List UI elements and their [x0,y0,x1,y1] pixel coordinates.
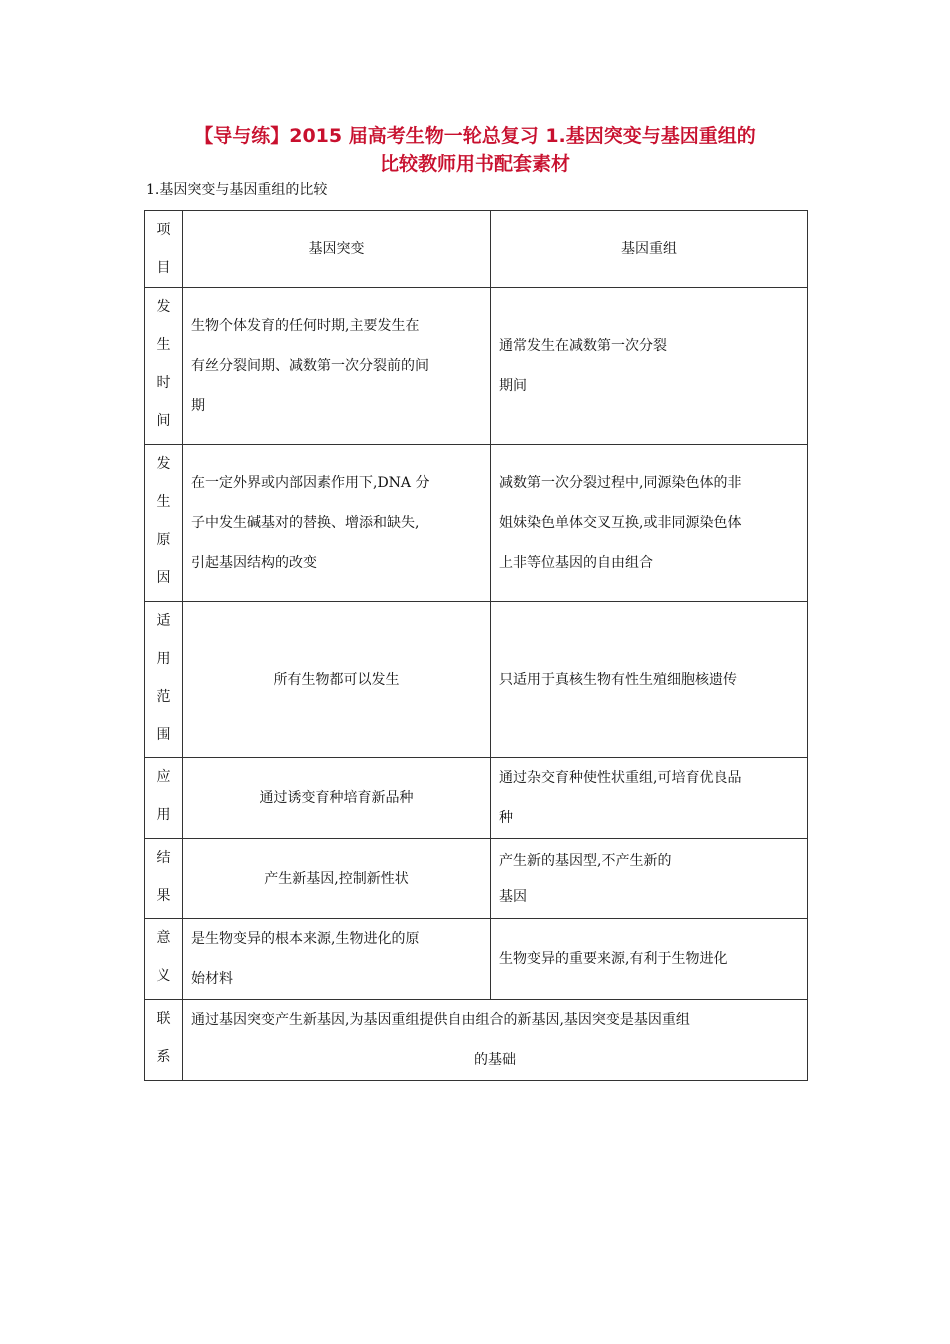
mutation-cell: 所有生物都可以发生 [183,602,491,758]
title-line-1: 【导与练】2015 届高考生物一轮总复习 1.基因突变与基因重组的 [194,125,756,147]
table-row-relation [145,1000,808,1081]
row-item-cell: 意 义 [145,919,183,1000]
table-row [145,602,808,758]
header-recombination-cell: 基因重组 [491,211,808,288]
table-row [145,445,808,602]
recombination-cell: 通过杂交育种使性状重组,可培育优良品 种 [491,758,808,839]
table-header-row [145,211,808,288]
recombination-cell: 产生新的基因型,不产生新的 基因 [491,839,808,919]
title-line-2: 比较教师用书配套素材 [379,153,570,175]
row-item-cell: 适 用 范 围 [145,602,183,758]
row-item-cell: 联 系 [145,1000,183,1081]
recombination-cell: 只适用于真核生物有性生殖细胞核遗传 [491,602,808,758]
table-row [145,919,808,1000]
row-item-cell: 发 生 时 间 [145,288,183,445]
mutation-cell: 通过诱变育种培育新品种 [183,758,491,839]
table-row [145,839,808,919]
table-row [145,288,808,445]
table-row [145,758,808,839]
recombination-cell: 通常发生在减数第一次分裂 期间 [491,288,808,445]
recombination-cell: 减数第一次分裂过程中,同源染色体的非 姐妹染色单体交叉互换,或非同源染色体 上非等位基因的自由组合 [491,445,808,602]
relation-cell: 通过基因突变产生新基因,为基因重组提供自由组合的新基因,基因突变是基因重组 的基础 [183,1000,808,1081]
recombination-cell: 生物变异的重要来源,有利于生物进化 [491,919,808,1000]
header-item-cell: 项 目 [145,211,183,288]
mutation-cell: 产生新基因,控制新性状 [183,839,491,919]
mutation-cell: 是生物变异的根本来源,生物进化的原 始材料 [183,919,491,1000]
header-mutation-cell: 基因突变 [183,211,491,288]
mutation-cell: 在一定外界或内部因素作用下,DNA 分 子中发生碱基对的替换、增添和缺失, 引起基因结构的改变 [183,445,491,602]
mutation-cell: 生物个体发育的任何时期,主要发生在 有丝分裂间期、减数第一次分裂前的间 期 [183,288,491,445]
row-item-cell: 发 生 原 因 [145,445,183,602]
document-title [120,122,830,178]
row-item-cell: 结 果 [145,839,183,919]
section-subtitle: 1.基因突变与基因重组的比较 [146,182,328,198]
row-item-cell: 应 用 [145,758,183,839]
comparison-table [144,210,808,1081]
